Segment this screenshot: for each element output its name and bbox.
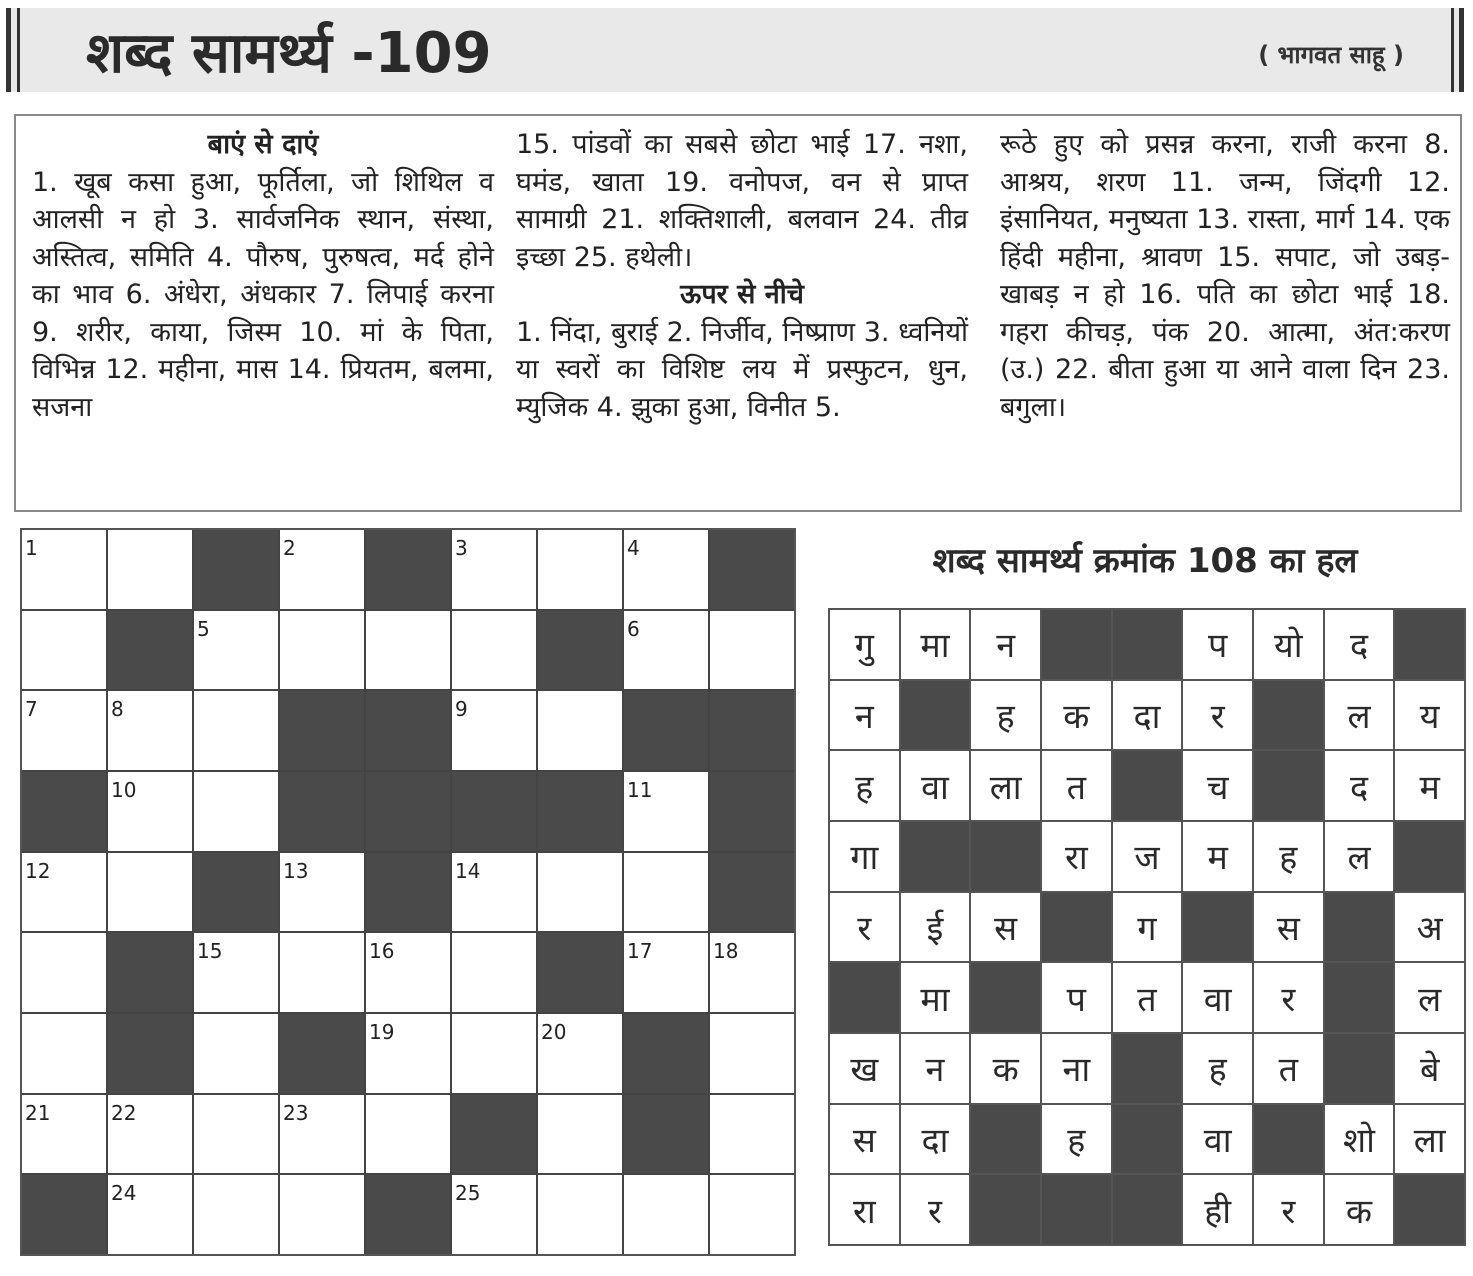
solution-black-cell: [1042, 610, 1111, 679]
crossword-black-cell: [280, 691, 364, 770]
solution-cell: गा: [830, 822, 899, 891]
crossword-black-cell: [108, 611, 192, 690]
solution-black-cell: [1395, 822, 1464, 891]
solution-black-cell: [971, 963, 1040, 1032]
across-heading: बाएं से दाएं: [207, 129, 319, 160]
crossword-cell[interactable]: [624, 772, 708, 851]
solution-cell: प: [1183, 610, 1252, 679]
solution-black-cell: [1042, 1175, 1111, 1244]
crossword-black-cell: [710, 853, 794, 932]
crossword-cell[interactable]: [22, 530, 106, 609]
solution-cell: रा: [830, 1175, 899, 1244]
crossword-black-cell: [710, 691, 794, 770]
crossword-cell[interactable]: [280, 611, 364, 690]
solution-cell: त: [1113, 963, 1182, 1032]
clue-number: 14: [455, 858, 481, 883]
clues-column-3: [1000, 126, 1450, 426]
crossword-cell[interactable]: [280, 1175, 364, 1254]
clues-column-2: [516, 126, 968, 426]
crossword-cell[interactable]: [710, 1175, 794, 1254]
solution-cell: ह: [1183, 1034, 1252, 1103]
solution-black-cell: [1113, 1105, 1182, 1174]
crossword-cell[interactable]: [624, 1175, 708, 1254]
crossword-cell[interactable]: [108, 1175, 192, 1254]
crossword-cell[interactable]: [538, 853, 622, 932]
across-clues-part-2: 15. पांडवों का सबसे छोटा भाई 17. नशा, घमंड, खाता 19. वनोपज, वन से प्राप्त सामाग्री 21. शक्तिशाली, बलवान 24. तीव्र इच्छा 25. हथेली।: [516, 129, 968, 273]
solution-grid: [828, 608, 1466, 1246]
solution-cell: अ: [1395, 893, 1464, 962]
clue-number: 15: [197, 939, 223, 964]
crossword-cell[interactable]: [366, 1014, 450, 1093]
solution-cell: दा: [1113, 681, 1182, 750]
clue-number: 2: [283, 536, 296, 560]
crossword-black-cell: [108, 1014, 192, 1093]
crossword-cell[interactable]: [452, 530, 536, 609]
crossword-cell[interactable]: [452, 933, 536, 1012]
clue-number: 6: [627, 616, 640, 641]
crossword-black-cell: [366, 691, 450, 770]
crossword-cell[interactable]: [452, 1175, 536, 1254]
solution-black-cell: [901, 681, 970, 750]
solution-black-cell: [1325, 1034, 1394, 1103]
crossword-black-cell: [624, 1014, 708, 1093]
crossword-cell[interactable]: [22, 1095, 106, 1174]
crossword-black-cell: [624, 1095, 708, 1174]
crossword-cell[interactable]: [108, 772, 192, 851]
solution-black-cell: [1183, 893, 1252, 962]
solution-cell: वा: [901, 751, 970, 820]
solution-cell: यो: [1254, 610, 1323, 679]
clue-number: 21: [25, 1100, 51, 1125]
solution-black-cell: [1254, 751, 1323, 820]
clue-number: 13: [283, 858, 309, 883]
clue-number: 25: [455, 1181, 481, 1206]
solution-black-cell: [1042, 893, 1111, 962]
solution-cell: क: [971, 1034, 1040, 1103]
solution-cell: ह: [1254, 822, 1323, 891]
solution-cell: र: [1254, 1175, 1323, 1244]
solution-cell: क: [1325, 1175, 1394, 1244]
crossword-cell[interactable]: [108, 530, 192, 609]
crossword-cell[interactable]: [108, 1095, 192, 1174]
crossword-cell[interactable]: [22, 933, 106, 1012]
crossword-black-cell: [366, 530, 450, 609]
crossword-black-cell: [108, 933, 192, 1012]
solution-cell: क: [1042, 681, 1111, 750]
down-heading: ऊपर से नीचे: [680, 279, 804, 310]
crossword-black-cell: [710, 772, 794, 851]
crossword-cell[interactable]: [624, 853, 708, 932]
crossword-cell[interactable]: [108, 691, 192, 770]
solution-cell: ख: [830, 1034, 899, 1103]
solution-cell: वा: [1183, 963, 1252, 1032]
clue-number: 9: [455, 697, 468, 722]
crossword-cell[interactable]: [452, 691, 536, 770]
solution-cell: ना: [1042, 1034, 1111, 1103]
crossword-black-cell: [452, 772, 536, 851]
solution-cell: त: [1042, 751, 1111, 820]
solution-cell: ई: [901, 893, 970, 962]
crossword-cell[interactable]: [710, 1095, 794, 1174]
solution-cell: प: [1042, 963, 1111, 1032]
crossword-cell[interactable]: [710, 611, 794, 690]
clue-number: 3: [455, 536, 468, 560]
crossword-cell[interactable]: [538, 1014, 622, 1093]
down-clues-part-2: रूठे हुए को प्रसन्न करना, राजी करना 8. आश्रय, शरण 11. जन्म, जिंदगी 12. इंसानियत, मनुष्यता 13. रास्ता, मार्ग 14. एक हिंदी महीना, श्रावण 15. सपाट, जो उबड़-खाबड़ न हो 16. पति का छोटा भाई 18. गहरा कीचड़, पंक 20. आत्मा, अंत:करण (उ.) 22. बीता हुआ या आने वाला दिन 23. बगुला।: [1000, 129, 1450, 423]
clue-number: 22: [111, 1100, 137, 1125]
solution-cell: गु: [830, 610, 899, 679]
crossword-black-cell: [22, 1175, 106, 1254]
crossword-cell[interactable]: [22, 691, 106, 770]
clue-number: 11: [627, 777, 653, 802]
crossword-black-cell: [710, 530, 794, 609]
solution-cell: द: [1325, 751, 1394, 820]
solution-cell: ज: [1113, 822, 1182, 891]
solution-cell: म: [1183, 822, 1252, 891]
solution-cell: न: [971, 610, 1040, 679]
crossword-cell[interactable]: [366, 1095, 450, 1174]
crossword-cell[interactable]: [280, 1095, 364, 1174]
crossword-cell[interactable]: [194, 933, 278, 1012]
across-clues-part-1: 1. खूब कसा हुआ, फूर्तिला, जो शिथिल व आलसी न हो 3. सार्वजनिक स्थान, संस्था, अस्तित्व, समिति 4. पौरुष, पुरुषत्व, मर्द होने का भाव 6. अंधेरा, अंधकार 7. लिपाई करना 9. शरीर, काया, जिस्म 10. मां के पिता, विभिन्न 12. महीना, मास 14. प्रियतम, बलमा, सजना: [32, 166, 494, 423]
solution-black-cell: [1113, 1034, 1182, 1103]
crossword-cell[interactable]: [538, 530, 622, 609]
crossword-cell[interactable]: [194, 772, 278, 851]
crossword-cell[interactable]: [280, 853, 364, 932]
solution-cell: स: [971, 893, 1040, 962]
page-title: शब्द सामर्थ्य -109: [86, 21, 492, 86]
solution-cell: शो: [1325, 1105, 1394, 1174]
crossword-cell[interactable]: [280, 933, 364, 1012]
crossword-black-cell: [194, 853, 278, 932]
crossword-cell[interactable]: [22, 611, 106, 690]
crossword-black-cell: [538, 611, 622, 690]
down-clues-part-1: 1. निंदा, बुराई 2. निर्जीव, निष्प्राण 3. ध्वनियों या स्वरों का विशिष्ट लय में प्रस्फुटन, धुन, म्युजिक 4. झुका हुआ, विनीत 5.: [516, 316, 968, 423]
header-banner: [6, 8, 1464, 92]
crossword-black-cell: [538, 933, 622, 1012]
clue-number: 18: [713, 939, 739, 964]
crossword-cell[interactable]: [194, 611, 278, 690]
solution-black-cell: [1254, 1105, 1323, 1174]
crossword-cell[interactable]: [538, 1175, 622, 1254]
crossword-black-cell: [366, 853, 450, 932]
solution-black-cell: [1113, 751, 1182, 820]
solution-black-cell: [1113, 1175, 1182, 1244]
solution-cell: ग: [1113, 893, 1182, 962]
clue-number: 10: [111, 777, 137, 802]
solution-black-cell: [1113, 610, 1182, 679]
solution-cell: ला: [971, 751, 1040, 820]
clue-number: 5: [197, 616, 210, 641]
clue-number: 7: [25, 697, 38, 722]
solution-black-cell: [1254, 681, 1323, 750]
crossword-cell[interactable]: [22, 853, 106, 932]
solution-cell: य: [1395, 681, 1464, 750]
solution-cell: च: [1183, 751, 1252, 820]
solution-cell: न: [901, 1034, 970, 1103]
crossword-black-cell: [538, 772, 622, 851]
solution-black-cell: [971, 1105, 1040, 1174]
solution-cell: र: [830, 893, 899, 962]
clue-number: 24: [111, 1181, 137, 1206]
crossword-cell[interactable]: [108, 853, 192, 932]
solution-cell: मा: [901, 963, 970, 1032]
clue-number: 1: [25, 536, 38, 560]
solution-cell: स: [830, 1105, 899, 1174]
crossword-black-cell: [624, 691, 708, 770]
crossword-black-cell: [366, 1175, 450, 1254]
solution-cell: द: [1325, 610, 1394, 679]
crossword-cell[interactable]: [624, 933, 708, 1012]
crossword-cell[interactable]: [452, 1014, 536, 1093]
crossword-black-cell: [280, 1014, 364, 1093]
author-name: ( भागवत साहू ): [1258, 41, 1404, 69]
crossword-black-cell: [452, 1095, 536, 1174]
crossword-cell[interactable]: [710, 1014, 794, 1093]
crossword-cell[interactable]: [538, 691, 622, 770]
crossword-cell[interactable]: [624, 530, 708, 609]
crossword-cell[interactable]: [194, 691, 278, 770]
solution-cell: म: [1395, 751, 1464, 820]
crossword-black-cell: [366, 772, 450, 851]
crossword-black-cell: [194, 530, 278, 609]
solution-black-cell: [1325, 893, 1394, 962]
clue-number: 12: [25, 858, 51, 883]
crossword-cell[interactable]: [194, 1175, 278, 1254]
crossword-cell[interactable]: [538, 1095, 622, 1174]
clue-number: 4: [627, 536, 640, 560]
crossword-cell[interactable]: [366, 933, 450, 1012]
crossword-cell[interactable]: [22, 1014, 106, 1093]
crossword-cell[interactable]: [280, 530, 364, 609]
solution-black-cell: [901, 822, 970, 891]
clue-number: 16: [369, 939, 395, 964]
solution-black-cell: [830, 963, 899, 1032]
solution-cell: र: [1254, 963, 1323, 1032]
solution-cell: र: [901, 1175, 970, 1244]
solution-cell: त: [1254, 1034, 1323, 1103]
crossword-black-cell: [280, 772, 364, 851]
solution-cell: ल: [1395, 963, 1464, 1032]
solution-black-cell: [971, 1175, 1040, 1244]
solution-black-cell: [1395, 610, 1464, 679]
solution-cell: स: [1254, 893, 1323, 962]
solution-cell: ही: [1183, 1175, 1252, 1244]
solution-black-cell: [971, 822, 1040, 891]
solution-cell: वा: [1183, 1105, 1252, 1174]
solution-black-cell: [1325, 963, 1394, 1032]
solution-title: शब्द सामर्थ्य क्रमांक 108 का हल: [932, 541, 1358, 581]
clues-box: [14, 114, 1462, 512]
crossword-cell[interactable]: [624, 611, 708, 690]
solution-cell: बे: [1395, 1034, 1464, 1103]
crossword-cell[interactable]: [366, 611, 450, 690]
crossword-cell[interactable]: [452, 611, 536, 690]
solution-cell: रा: [1042, 822, 1111, 891]
clue-number: 19: [369, 1019, 395, 1044]
crossword-cell[interactable]: [710, 933, 794, 1012]
clue-number: 23: [283, 1100, 309, 1125]
crossword-cell[interactable]: [452, 853, 536, 932]
clue-number: 17: [627, 939, 653, 964]
solution-cell: मा: [901, 610, 970, 679]
solution-cell: ला: [1395, 1105, 1464, 1174]
solution-cell: ह: [971, 681, 1040, 750]
solution-cell: ह: [1042, 1105, 1111, 1174]
clue-number: 8: [111, 697, 124, 722]
crossword-grid: [20, 528, 796, 1256]
crossword-cell[interactable]: [194, 1014, 278, 1093]
solution-cell: ल: [1325, 822, 1394, 891]
clue-number: 20: [541, 1019, 567, 1044]
solution-cell: न: [830, 681, 899, 750]
solution-black-cell: [1395, 1175, 1464, 1244]
solution-cell: र: [1183, 681, 1252, 750]
crossword-cell[interactable]: [194, 1095, 278, 1174]
solution-cell: ल: [1325, 681, 1394, 750]
crossword-black-cell: [22, 772, 106, 851]
solution-cell: दा: [901, 1105, 970, 1174]
solution-cell: ह: [830, 751, 899, 820]
clues-column-1: [32, 126, 494, 426]
